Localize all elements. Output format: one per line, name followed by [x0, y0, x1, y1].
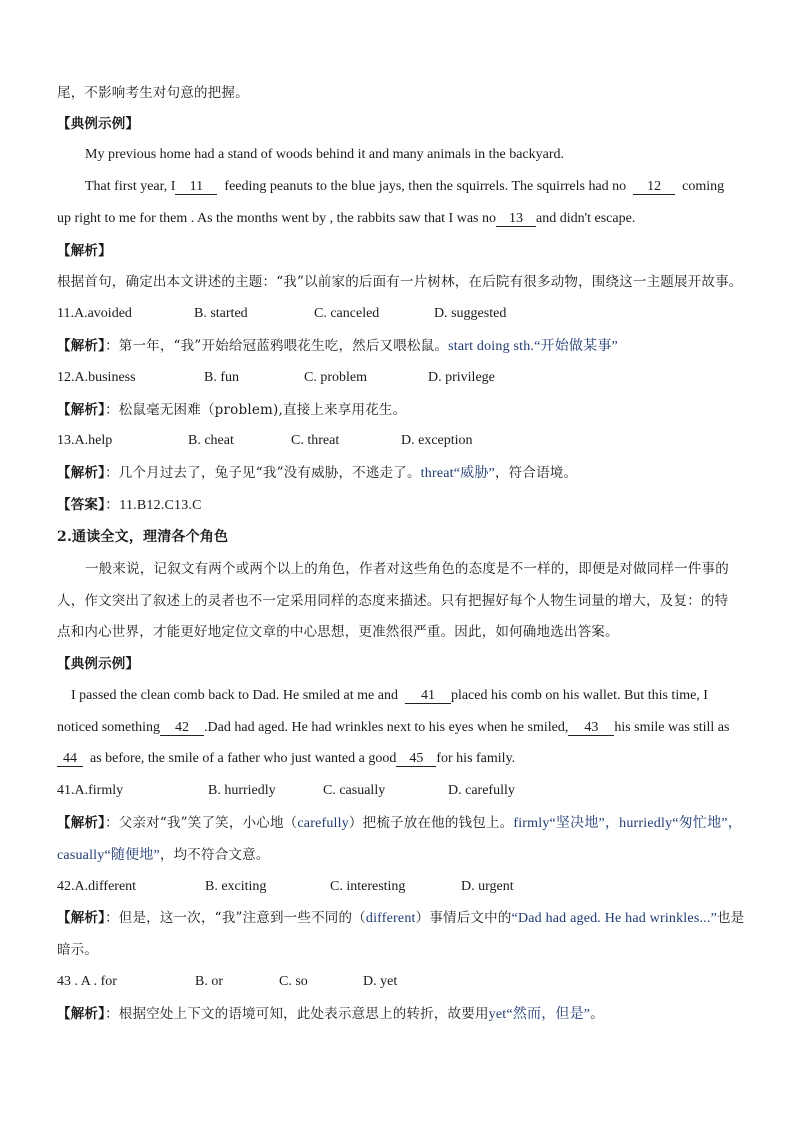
option-43c: C. so	[279, 974, 308, 989]
option-42b: B. exciting	[205, 879, 267, 894]
section-2-title: 2.通读全文，理清各个角色	[57, 529, 229, 545]
blank-12: 12	[633, 179, 675, 195]
analysis-q41: 【解析】：父亲对“我”笑了笑，小心地（carefully）把梳子放在他的钱包上。firmly“坚决地”，hurriedly“匆忙地”，	[57, 815, 742, 831]
analysis-q42-line2: 暗示。	[57, 942, 99, 958]
option-13c: C. threat	[291, 433, 340, 448]
analysis-heading-1: 【解析】	[57, 243, 112, 259]
blank-44: 44	[57, 751, 83, 767]
section-2-para-line1: 一般来说，记叙文有两个或两个以上的角色，作者对这些角色的态度是不一样的，即便是对做同样一件事的	[85, 561, 729, 577]
section-2-para-line2: 人，作文突出了叙述上的灵者也不一定采用同样的态度来描述。只有把握好每个人物生词量的增大，及复：的特	[57, 593, 729, 609]
blank-41: 41	[405, 688, 451, 704]
intro-tail-line: 尾，不影响考生对句意的把握。	[57, 85, 249, 101]
analysis-q12: 【解析】：松鼠毫无困难（problem),直接上来享用花生。	[57, 402, 407, 418]
option-13a: 13.A.help	[57, 433, 113, 448]
analysis-q11: 【解析】：第一年，“我”开始给冠蓝鸦喂花生吃，然后又喂松鼠。start doing sth.“开始做某事”	[57, 338, 618, 354]
option-13b: B. cheat	[188, 433, 234, 448]
option-43b: B. or	[195, 974, 223, 989]
answer-line: 【答案】：11.B12.C13.C	[57, 497, 202, 513]
option-41c: C. casually	[323, 783, 386, 798]
option-41d: D. carefully	[448, 783, 515, 798]
blank-42: 42	[160, 720, 204, 736]
section-2-para-line3: 点和内心世界，才能更好地定位文章的中心思想，更准然很严重。因此，如何确地选出答案。	[57, 624, 619, 640]
blank-45: 45	[396, 751, 436, 767]
option-42c: C. interesting	[330, 879, 406, 894]
option-12a: 12.A.business	[57, 370, 136, 385]
passage2-line1: I passed the clean comb back to Dad. He smiled at me and 41 placed his comb on his wallet. But this time, I	[71, 688, 708, 703]
option-13d: D. exception	[401, 433, 473, 448]
option-12c: C. problem	[304, 370, 367, 385]
passage1-line2: That first year, I 11 feeding peanuts to the blue jays, then the squirrels. The squirrels had no 12 coming	[85, 179, 725, 194]
example-heading-1: 【典例示例】	[57, 116, 140, 132]
example-heading-2: 【典例示例】	[57, 656, 140, 672]
option-42a: 42.A.different	[57, 879, 137, 894]
passage1-line1: My previous home had a stand of woods behind it and many animals in the backyard.	[85, 147, 565, 162]
option-12d: D. privilege	[428, 370, 495, 385]
analysis-topic: 根据首句，确定出本文讲述的主题：“我”以前家的后面有一片树林，在后院有很多动物，围绕这一主题展开故事。	[57, 274, 743, 290]
option-12b: B. fun	[204, 370, 239, 385]
passage2-line3: 44 as before, the smile of a father who just wanted a good 45 for his family.	[57, 750, 747, 768]
analysis-q43: 【解析】：根据空处上下文的语境可知，此处表示意思上的转折，故要用yet“然而，但是”。	[57, 1006, 604, 1022]
option-42d: D. urgent	[461, 879, 514, 894]
option-41b: B. hurriedly	[208, 783, 276, 798]
analysis-q13: 【解析】：几个月过去了，兔子见“我”没有威胁，不逃走了。threat“威胁”，符合语境。	[57, 465, 578, 481]
option-41a: 41.A.firmly	[57, 783, 124, 798]
analysis-q41-line2: casually“随便地”，均不符合文意。	[57, 847, 270, 863]
passage1-line3: up right to me for them . As the months went by , the rabbits saw that I was no 13 and didn't escape.	[57, 211, 636, 226]
blank-13: 13	[496, 211, 536, 227]
option-43a: 43 . A . for	[57, 974, 117, 989]
option-11a: 11.A.avoided	[57, 306, 132, 321]
blank-43: 43	[568, 720, 614, 736]
passage2-line2: noticed something 42 .Dad had aged. He had wrinkles next to his eyes when he smiled, 43 his smile was still as	[57, 720, 730, 735]
option-11b: B. started	[194, 306, 248, 321]
option-11c: C. canceled	[314, 306, 380, 321]
option-11d: D. suggested	[434, 306, 507, 321]
option-43d: D. yet	[363, 974, 398, 989]
blank-11: 11	[175, 179, 217, 195]
analysis-q42: 【解析】：但是，这一次，“我”注意到一些不同的（different）事情后文中的“Dad had aged. He had wrinkles...”也是	[57, 910, 745, 926]
